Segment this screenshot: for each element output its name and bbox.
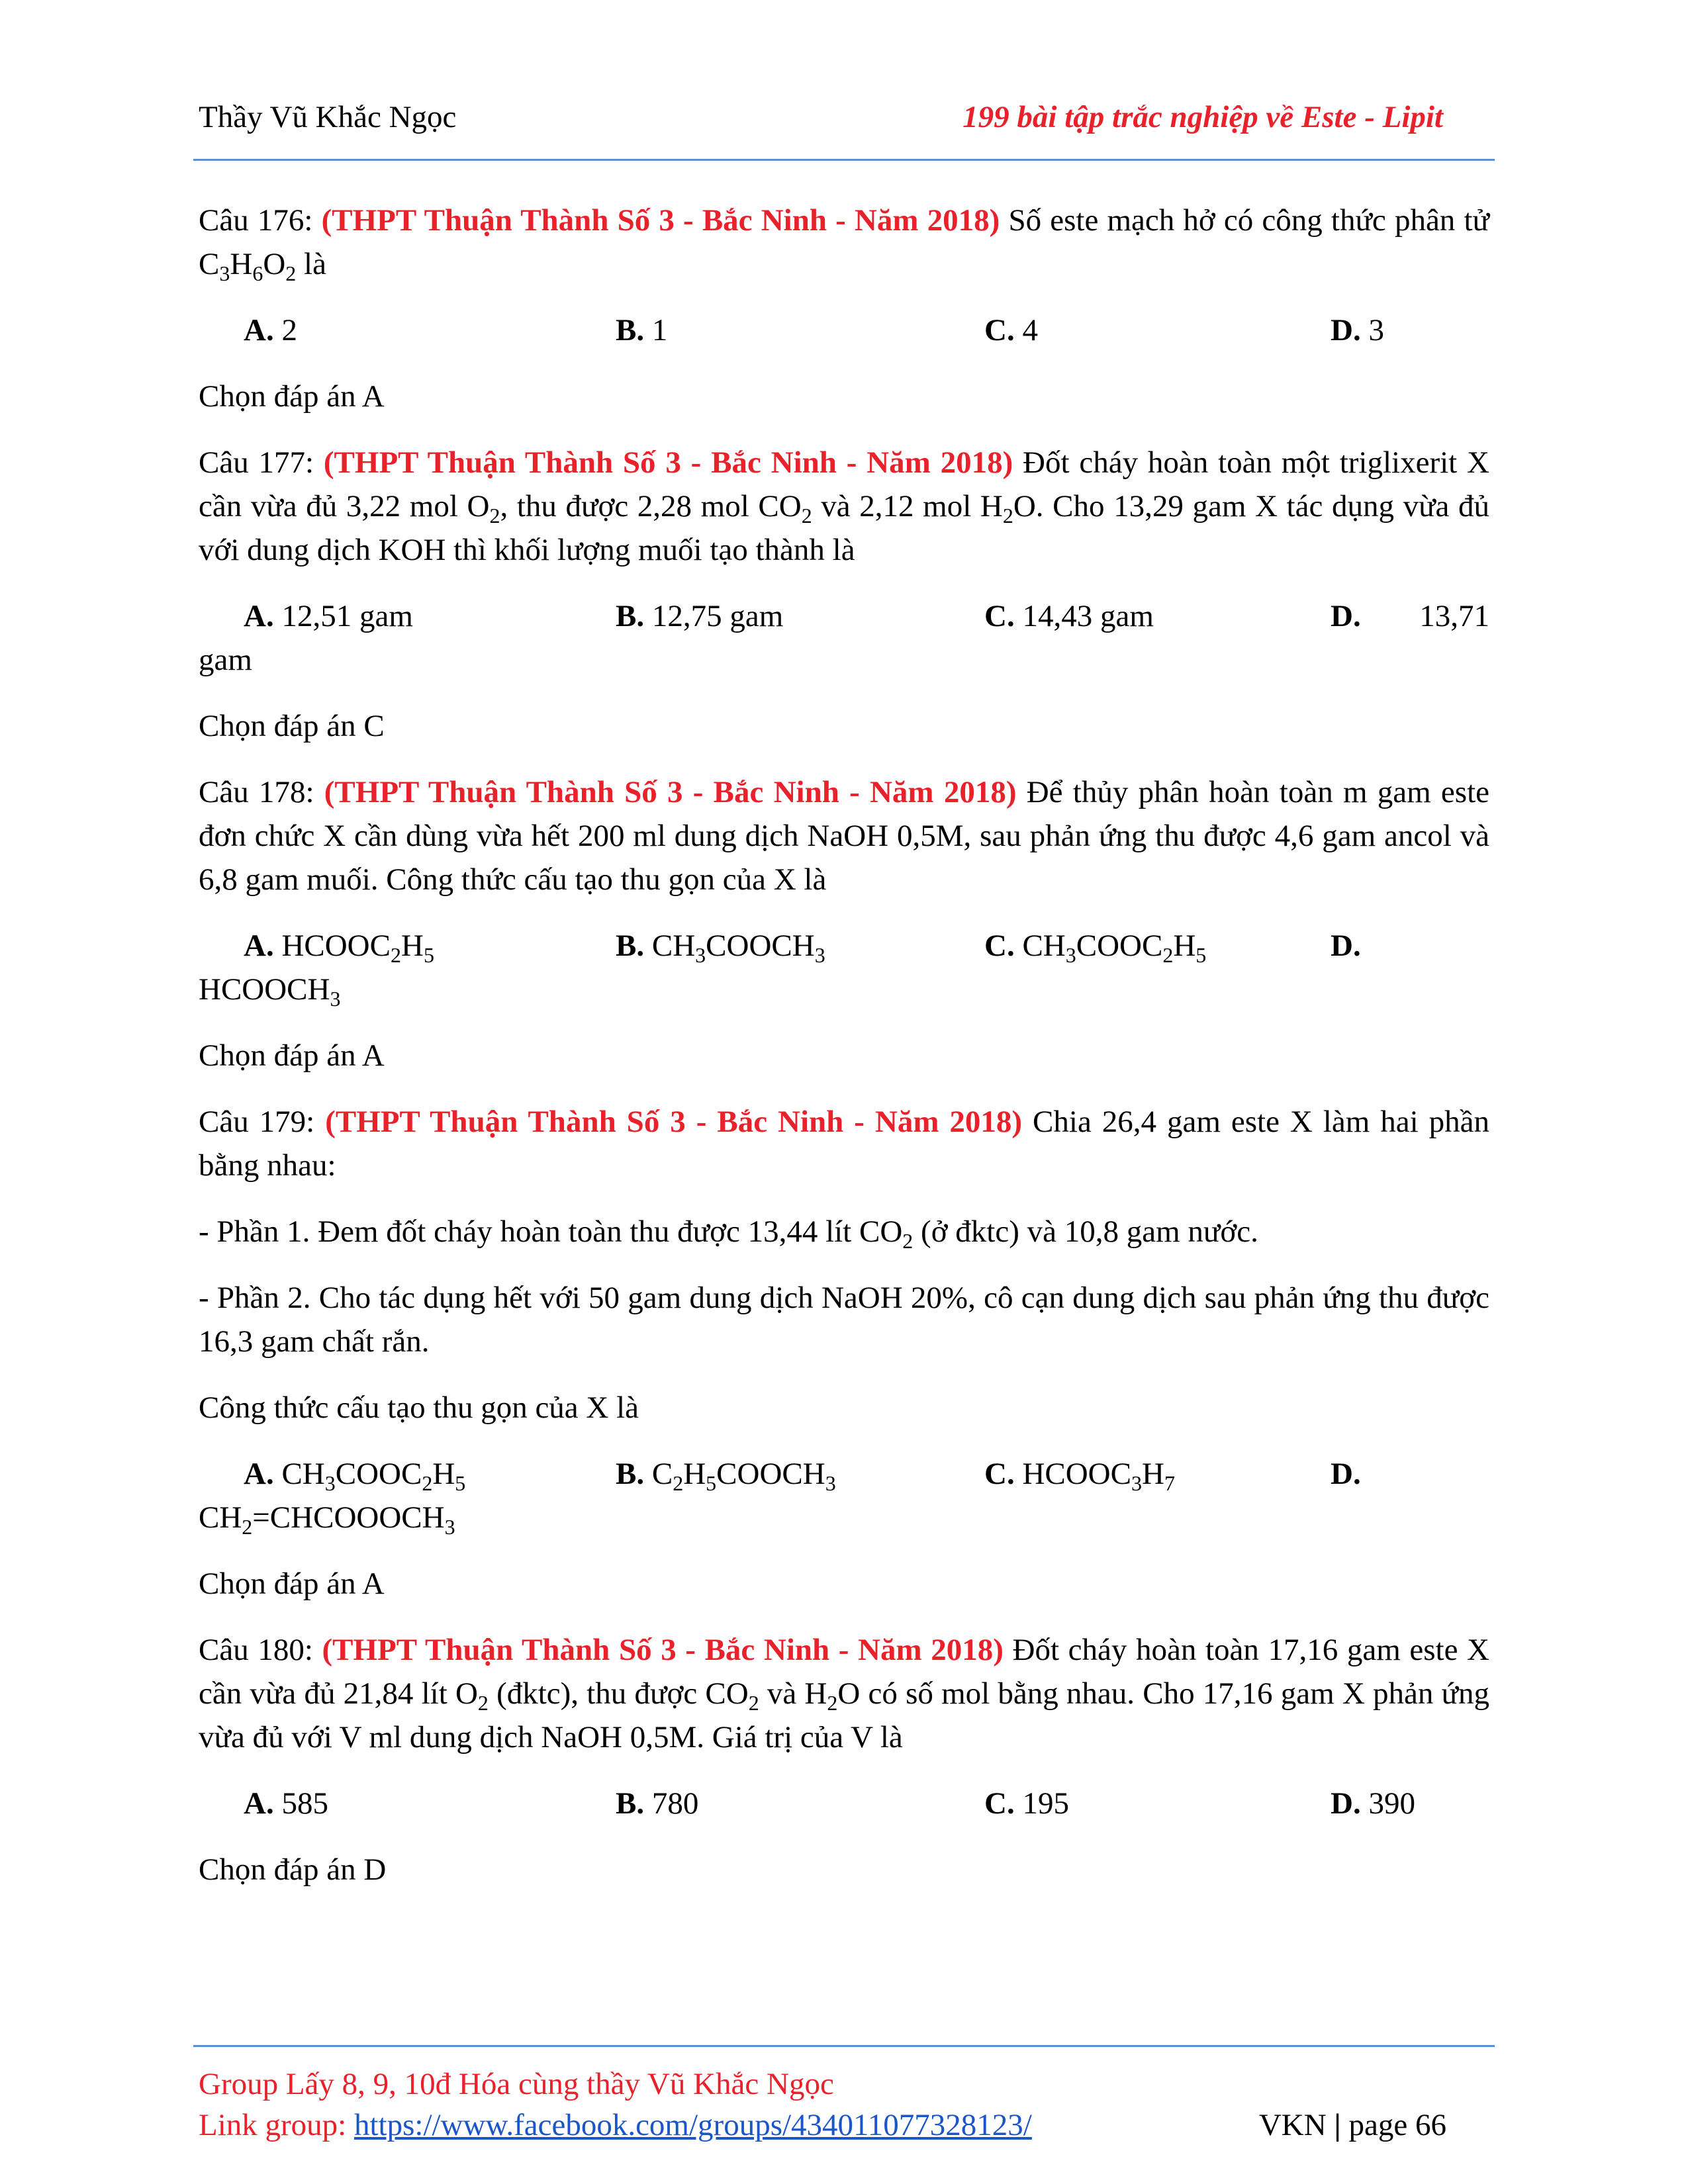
question-177: Câu 177: (THPT Thuận Thành Số 3 - Bắc Ninh - Năm 2018) Đốt cháy hoàn toàn một triglixerit X cần vừa đủ 3,22 mol $O_2$, thu được 2,28 mol $CO_2$ và 2,12 mol $H_2O$. Cho 13,29 gam X tác dụng vừa đủ với dung dịch KOH thì khối lượng muối tạo thành là xyxy=(199,445,1490,567)
option-a: A. 585 xyxy=(244,1786,328,1821)
question-source: (THPT Thuận Thành Số 3 - Bắc Ninh - Năm 2018) xyxy=(325,1105,1023,1139)
option-d: D. xyxy=(1331,1457,1361,1491)
part-2: - Phần 2. Cho tác dụng hết với 50 gam dung dịch NaOH 20%, cô cạn dung dịch sau phản ứng thu được 16,3 gam chất rắn. xyxy=(199,1281,1489,1359)
subscript: 6 xyxy=(252,261,263,285)
page-number: VKN | page 66 xyxy=(1258,2108,1446,2142)
question-179 xyxy=(199,1100,1489,1187)
question-source: (THPT Thuận Thành Số 3 - Bắc Ninh - Năm 2018) xyxy=(321,203,1000,238)
subscript: 2 xyxy=(285,261,297,285)
options-179 xyxy=(199,1452,1489,1496)
option-b: B. 12,75 gam xyxy=(616,599,784,633)
option-b: B. 780 xyxy=(616,1786,699,1821)
option-c: C. 4 xyxy=(984,313,1038,347)
question-text: H xyxy=(230,247,253,281)
options-180 xyxy=(199,1782,1489,1825)
footer xyxy=(199,2064,1489,2146)
option-d-wrap: $CH_2=CHCOOOCH_3$ xyxy=(199,1500,455,1539)
question-label: Câu 180: xyxy=(199,1633,322,1667)
footer-group-name: Group Lấy 8, 9, 10đ Hóa cùng thầy Vũ Khắc Ngọc xyxy=(199,2067,834,2101)
option-c: C. $CH_3COOC_2H_5$ xyxy=(984,929,1207,967)
option-a: A. 12,51 gam xyxy=(244,599,413,633)
header-title: 199 bài tập trắc nghiệp về Este - Lipit xyxy=(962,100,1443,134)
option-d-value: 13,71 xyxy=(1419,599,1489,633)
option-c: C. 195 xyxy=(984,1786,1069,1821)
answer-176: Chọn đáp án A xyxy=(199,379,385,414)
question-176 xyxy=(199,199,1489,286)
footer-group-link[interactable]: https://www.facebook.com/groups/434011077328123/ xyxy=(353,2108,1032,2142)
question-text: là xyxy=(296,247,326,281)
question-text: Chia 26,4 gam este X làm hai phần bằng nhau: xyxy=(199,1105,1489,1183)
page-content xyxy=(199,199,1489,1914)
options-177 xyxy=(199,594,1489,638)
option-a: A. $CH_3COOC_2H_5$ xyxy=(244,1457,466,1495)
question-source: (THPT Thuận Thành Số 3 - Bắc Ninh - Năm 2018) xyxy=(322,1633,1004,1667)
option-b: B. 1 xyxy=(616,313,668,347)
option-b: B. $C_2H_5COOCH_3$ xyxy=(616,1457,836,1495)
question-text: Để thủy phân hoàn toàn m gam este đơn chức X cần dùng vừa hết 200 ml dung dịch NaOH 0,5M, sau phản ứng thu được 4,6 gam ancol và 6,8 gam muối. Công thức cấu tạo thu gọn của X là xyxy=(199,775,1489,897)
answer-178: Chọn đáp án A xyxy=(199,1038,385,1073)
question-178 xyxy=(199,770,1489,901)
option-b: B. $CH_3COOCH_3$ xyxy=(616,929,825,967)
question-text: O xyxy=(263,247,286,281)
answer-177: Chọn đáp án C xyxy=(199,709,385,743)
option-d-wrap: $HCOOCH_3$ xyxy=(199,972,341,1011)
option-d: D. 390 xyxy=(1331,1786,1415,1821)
question-source: (THPT Thuận Thành Số 3 - Bắc Ninh - Năm 2018) xyxy=(323,445,1013,480)
question-prompt: Công thức cấu tạo thu gọn của X là xyxy=(199,1390,639,1425)
question-180: Câu 180: (THPT Thuận Thành Số 3 - Bắc Ninh - Năm 2018) Đốt cháy hoàn toàn 17,16 gam este X cần vừa đủ 21,84 lít $O_2$ (đktc), thu được $CO_2$ và $H_2O$ có số mol bằng nhau. Cho 17,16 gam X phản ứng vừa đủ với V ml dung dịch NaOH 0,5M. Giá trị của V là xyxy=(199,1633,1489,1754)
question-label: Câu 176: xyxy=(199,203,322,238)
part-1: - Phần 1. Đem đốt cháy hoàn toàn thu được 13,44 lít $CO_2$ (ở đktc) và 10,8 gam nước. xyxy=(199,1214,1258,1253)
option-d: D. xyxy=(1331,599,1361,633)
subscript: 3 xyxy=(219,261,230,285)
answer-180: Chọn đáp án D xyxy=(199,1852,387,1887)
option-d: D. xyxy=(1331,929,1361,963)
question-label: Câu 179: xyxy=(199,1105,326,1139)
question-label: Câu 178: xyxy=(199,775,324,809)
option-a: A. 2 xyxy=(244,313,297,347)
option-c: C. $HCOOC_3H_7$ xyxy=(984,1457,1175,1495)
header-divider xyxy=(193,159,1495,161)
question-text: Số este mạch hở có công thức phân tử C xyxy=(199,203,1489,281)
header-author: Thầy Vũ Khắc Ngọc xyxy=(199,100,457,134)
option-c: C. 14,43 gam xyxy=(984,599,1154,633)
answer-179: Chọn đáp án A xyxy=(199,1567,385,1601)
footer-divider xyxy=(193,2045,1495,2047)
options-176 xyxy=(199,308,1489,352)
option-d-wrap: gam xyxy=(199,643,252,677)
question-source: (THPT Thuận Thành Số 3 - Bắc Ninh - Năm 2018) xyxy=(324,775,1017,809)
options-178 xyxy=(199,924,1489,968)
option-d: D. 3 xyxy=(1331,313,1384,347)
question-label: Câu 177: xyxy=(199,445,324,480)
option-a: A. $HCOOC_2H_5$ xyxy=(244,929,434,967)
footer-link-label: Link group: xyxy=(199,2108,354,2142)
